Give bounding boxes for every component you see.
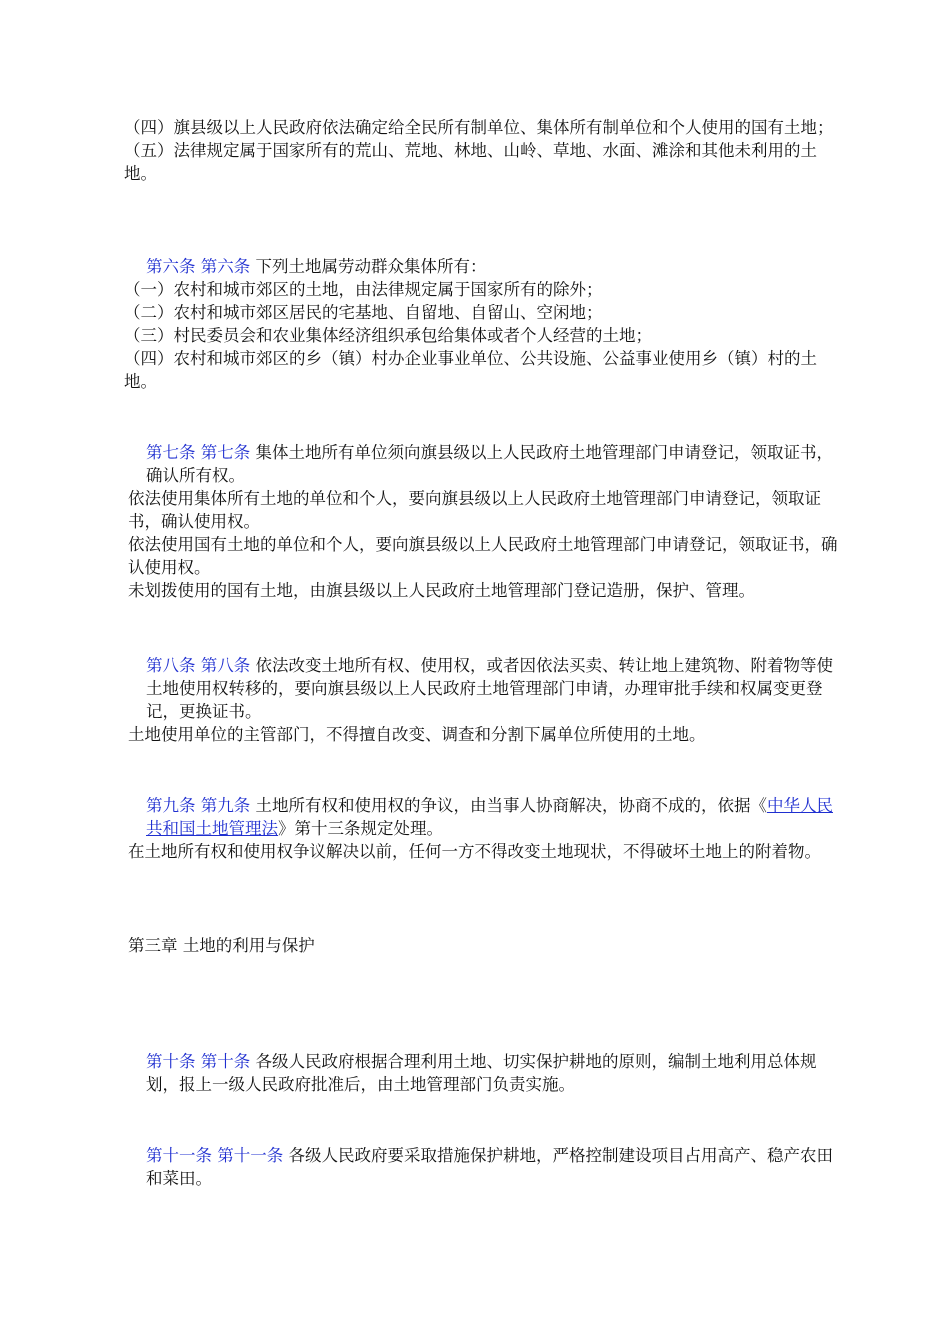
article-9-lead [124,794,839,840]
article-8-lead [124,654,839,723]
article-7-paragraph: 依法使用集体所有土地的单位和个人，要向旗县级以上人民政府土地管理部门申请登记，领取证书，确认使用权。 [128,489,821,531]
land-ownership-list-continued [124,116,839,185]
article-10-label-repeat: 第十条 [200,1052,251,1071]
article-7-text: 集体土地所有单位须向旗县级以上人民政府土地管理部门申请登记，领取证书，确认所有权。 [146,443,833,485]
article-6 [124,255,839,393]
land-law-link[interactable]: 中华人民共和国土地管理法 [146,796,833,838]
article-8 [124,654,839,746]
article-8-text: 依法改变土地所有权、使用权，或者因依法买卖、转让地上建筑物、附着物等使土地使用权转移的，要向旗县级以上人民政府土地管理部门申请，办理审批手续和权属变更登记，更换证书。 [146,656,833,721]
article-10-text: 各级人民政府根据合理利用土地、切实保护耕地的原则，编制土地利用总体规划，报上一级人民政府批准后，由土地管理部门负责实施。 [146,1052,817,1094]
list-item: （二）农村和城市郊区居民的宅基地、自留地、自留山、空闲地； [124,303,603,322]
list-item: （四）旗县级以上人民政府依法确定给全民所有制单位、集体所有制单位和个人使用的国有土地； [124,118,834,137]
article-9-text-before: 土地所有权和使用权的争议，由当事人协商解决，协商不成的，依据《 [255,796,767,815]
article-10-label: 第十条 [146,1052,196,1071]
chapter-3 [124,934,839,957]
article-7-label: 第七条 [146,443,196,462]
article-11-label-repeat: 第十一条 [217,1146,284,1165]
list-item: （一）农村和城市郊区的土地，由法律规定属于国家所有的除外； [124,280,603,299]
article-11-lead [124,1144,839,1190]
article-6-label: 第六条 [146,257,196,276]
article-7-label-repeat: 第七条 [200,443,251,462]
article-10 [124,1050,839,1096]
article-7-paragraph: 未划拨使用的国有土地，由旗县级以上人民政府土地管理部门登记造册，保护、管理。 [128,581,755,600]
article-7-lead [124,441,839,487]
article-8-label: 第八条 [146,656,196,675]
list-item: （三）村民委员会和农业集体经济组织承包给集体或者个人经营的土地； [124,326,652,345]
chapter-3-title: 第三章 土地的利用与保护 [128,936,315,955]
article-6-text: 下列土地属劳动群众集体所有： [255,257,487,276]
article-7 [124,441,839,602]
article-11-text: 各级人民政府要采取措施保护耕地，严格控制建设项目占用高产、稳产农田和菜田。 [146,1146,833,1188]
article-9 [124,794,839,863]
article-6-lead [124,255,839,278]
article-9-text-after: 》第十三条规定处理。 [278,819,443,838]
article-10-lead [124,1050,839,1096]
article-8-paragraph: 土地使用单位的主管部门，不得擅自改变、调查和分割下属单位所使用的土地。 [128,725,706,744]
article-9-paragraph: 在土地所有权和使用权争议解决以前，任何一方不得改变土地现状，不得破坏土地上的附着物。 [128,842,821,861]
article-9-label-repeat: 第九条 [200,796,251,815]
article-6-label-repeat: 第六条 [200,257,251,276]
article-8-label-repeat: 第八条 [200,656,251,675]
article-9-label: 第九条 [146,796,196,815]
article-7-paragraph: 依法使用国有土地的单位和个人，要向旗县级以上人民政府土地管理部门申请登记，领取证书，确认使用权。 [128,535,838,577]
article-11-label: 第十一条 [146,1146,212,1165]
list-item: （五）法律规定属于国家所有的荒山、荒地、林地、山岭、草地、水面、滩涂和其他未利用的土地。 [124,141,817,183]
article-11 [124,1144,839,1190]
list-item: （四）农村和城市郊区的乡（镇）村办企业事业单位、公共设施、公益事业使用乡（镇）村的土地。 [124,349,817,391]
